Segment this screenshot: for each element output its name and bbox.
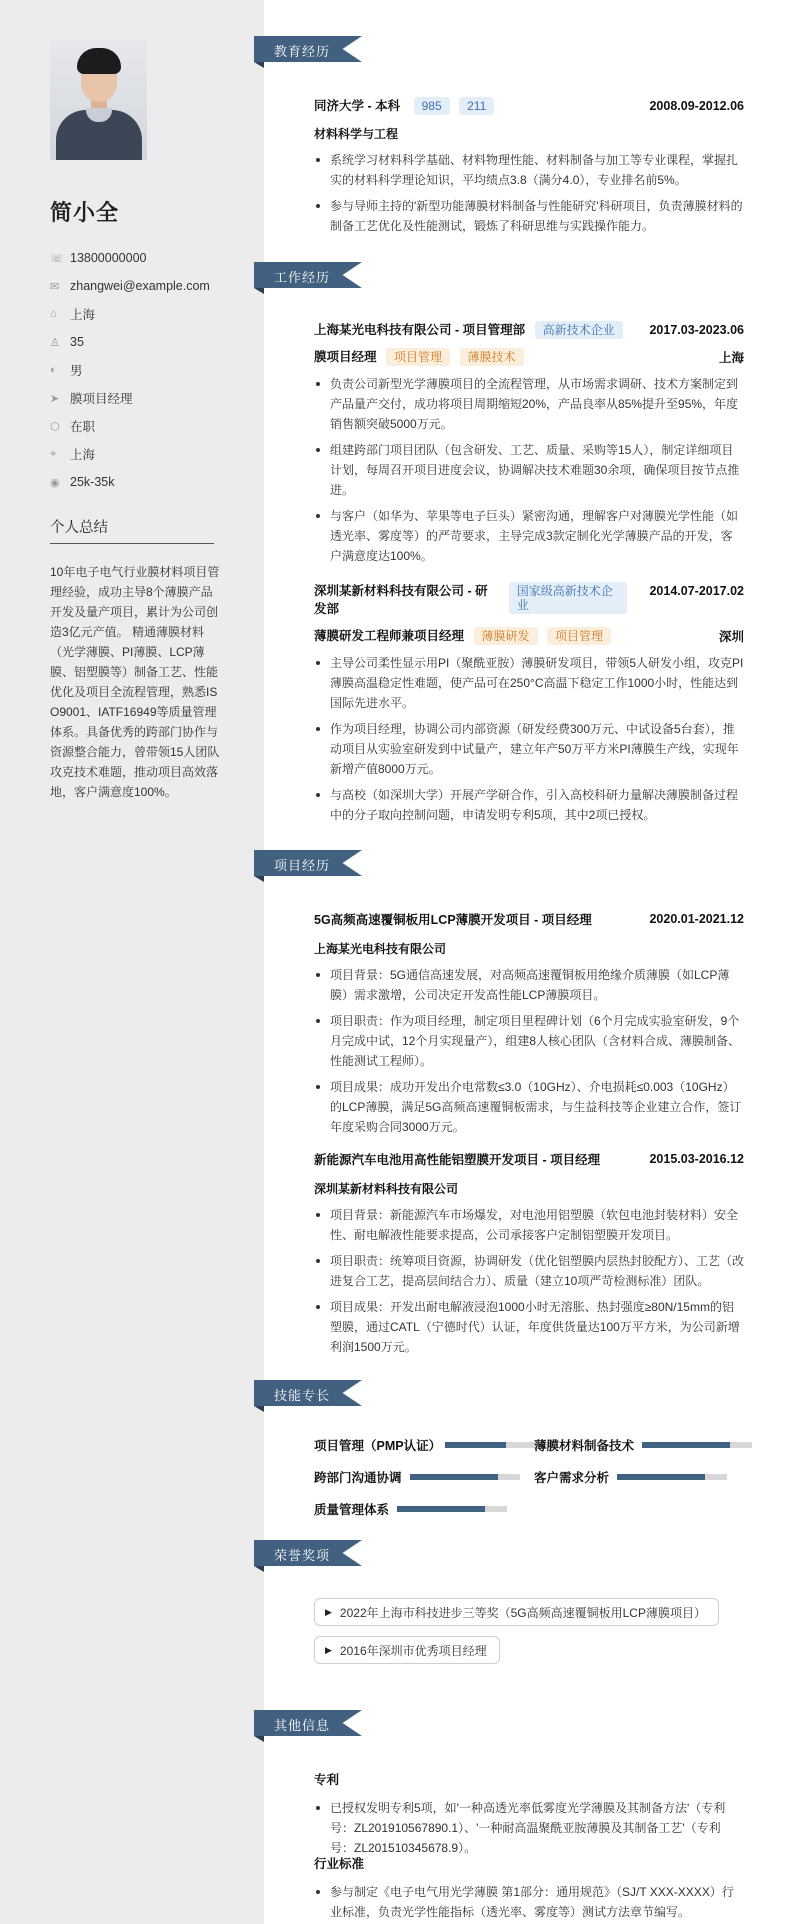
list-item: 项目成果：开发出耐电解液浸泡1000小时无溶胀、热封强度≥80N/15mm的铝塑膜，通过CATL（宁德时代）认证，年度供货量达100万平方米，为公司新增利润1500万元。 [314, 1297, 744, 1357]
summary-divider [50, 543, 214, 544]
list-item: 项目成果：成功开发出介电常数≤3.0（10GHz）、介电损耗≤0.003（10GHz）的LCP薄膜，满足5G高频高速覆铜板需求，与生益科技等企业建立合作，签订年度采购合同3000万元。 [314, 1077, 744, 1137]
list-item: 项目背景：5G通信高速发展，对高频高速覆铜板用绝缘介质薄膜（如LCP薄膜）需求激增，公司决定开发高性能LCP薄膜项目。 [314, 965, 744, 1005]
education-date: 2008.09-2012.06 [649, 98, 744, 113]
section-awards-title: 荣誉奖项 [274, 1548, 331, 1563]
status-icon: ⬡ [50, 420, 60, 433]
project-1-bullets [314, 965, 744, 1137]
list-item: 参与制定《电子电气用光学薄膜 第1部分：通用规范》（SJ/T XXX-XXXX）行业标准，负责光学性能指标（透光率、雾度等）测试方法章节编写。 [314, 1882, 744, 1922]
education-major: 材料科学与工程 [314, 127, 399, 141]
work-1-role-tag-1: 项目管理 [386, 348, 450, 366]
job-icon: ➤ [50, 392, 60, 405]
award-item-1[interactable] [314, 1598, 719, 1626]
phone-icon: ☏ [50, 252, 64, 265]
award-item-2[interactable] [314, 1636, 500, 1664]
work-1-role: 膜项目经理 [314, 350, 377, 364]
list-item: 与客户（如华为、苹果等电子巨头）紧密沟通，理解客户对薄膜光学性能（如透光率、雾度等）的严苛要求，主导完成3款定制化光学薄膜产品的开发，客户满意度达100%。 [314, 506, 744, 566]
other-patents-title: 专利 [314, 1773, 340, 1787]
home-icon: ⌂ [50, 308, 57, 320]
other-standards-title: 行业标准 [314, 1857, 365, 1871]
info-status [50, 412, 240, 440]
section-education-header [254, 36, 362, 62]
skill-5-bar [397, 1506, 507, 1512]
sidebar [0, 0, 264, 1924]
skill-2-fill [642, 1442, 730, 1448]
work-1-company-tag: 高新技术企业 [535, 321, 623, 339]
education-tag-985: 985 [414, 97, 450, 115]
work-entry-1 [314, 320, 744, 572]
section-education-title: 教育经历 [274, 44, 331, 59]
section-skills-header [254, 1380, 362, 1406]
gender-icon: ◐ [50, 364, 57, 376]
info-salary-text: 25k-35k [70, 475, 115, 489]
work-2-role-tag-2: 项目管理 [547, 627, 611, 645]
work-2-role-tag-1: 薄膜研发 [474, 627, 538, 645]
info-phone [50, 244, 240, 272]
play-triangle-icon: ▶ [325, 1644, 332, 1655]
skill-4-bar [617, 1474, 727, 1480]
list-item: 作为项目经理，协调公司内部资源（研发经费300万元、中试设备5台套），推动项目从实验室研发到中试量产，建立年产50万平方米PI薄膜生产线，实现年新增产值8000万元。 [314, 719, 744, 779]
contact-info-list [50, 244, 240, 496]
project-entry-2 [314, 1150, 744, 1363]
list-item: 参与导师主持的'新型功能薄膜材料制备与性能研究'科研项目，负责薄膜材料的制备工艺优化及性能测试，锻炼了科研思维与实践操作能力。 [314, 196, 744, 236]
list-item: 项目职责：统筹项目资源，协调研发（优化铝塑膜内层热封胶配方）、工艺（改进复合工艺，提高层间结合力）、质量（建立10项严苛检测标准）团队。 [314, 1251, 744, 1291]
age-icon: ♙ [50, 336, 60, 349]
skill-3-name: 跨部门沟通协调 [314, 1471, 402, 1485]
section-work-header [254, 262, 362, 288]
location-icon: ⌖ [50, 447, 57, 460]
info-job-text: 膜项目经理 [70, 392, 133, 406]
skill-3-bar [410, 1474, 520, 1480]
work-1-date: 2017.03-2023.06 [649, 322, 744, 337]
work-1-role-tag-2: 薄膜技术 [460, 348, 524, 366]
skill-2-bar [642, 1442, 752, 1448]
work-2-date: 2014.07-2017.02 [649, 584, 744, 598]
info-age [50, 328, 240, 356]
work-1-bullets [314, 374, 744, 566]
section-skills-title: 技能专长 [274, 1388, 331, 1403]
other-standards-bullets [314, 1882, 744, 1922]
skill-4-name: 客户需求分析 [534, 1471, 610, 1485]
section-other-title: 其他信息 [274, 1718, 331, 1733]
project-1-name: 5G高频高速覆铜板用LCP薄膜开发项目 - 项目经理 [314, 913, 592, 927]
project-2-date: 2015.03-2016.12 [649, 1152, 744, 1166]
education-tag-211: 211 [459, 97, 494, 115]
project-1-company: 上海某光电科技有限公司 [314, 942, 447, 956]
section-awards-header [254, 1540, 362, 1566]
info-gender-text: 男 [70, 364, 83, 378]
list-item: 系统学习材料科学基础、材料物理性能、材料制备与加工等专业课程，掌握扎实的材料科学理论知识，平均绩点3.8（满分4.0），专业排名前5%。 [314, 150, 744, 190]
skill-item-2 [534, 1436, 752, 1454]
work-2-location: 深圳 [718, 629, 744, 644]
skill-item-1 [314, 1436, 555, 1454]
list-item: 负责公司新型光学薄膜项目的全流程管理，从市场需求调研、技术方案制定到产品量产交付，成功将项目周期缩短20%，产品良率从85%提升至95%，年度销售额突破5000万元。 [314, 374, 744, 434]
education-bullets [314, 150, 744, 236]
skill-4-fill [617, 1474, 705, 1480]
education-entry [314, 96, 744, 242]
award-2-text: 2016年深圳市优秀项目经理 [339, 1643, 487, 1658]
work-1-location: 上海 [718, 350, 744, 365]
project-entry-1 [314, 910, 744, 1143]
mail-icon: ✉ [50, 280, 60, 293]
section-work-title: 工作经历 [274, 270, 331, 285]
info-job [50, 384, 240, 412]
list-item: 项目背景：新能源汽车市场爆发，对电池用铝塑膜（软包电池封装材料）安全性、耐电解液性能要求提高，公司承接客户定制铝塑膜开发项目。 [314, 1205, 744, 1245]
work-2-role: 薄膜研发工程师兼项目经理 [314, 629, 465, 643]
info-age-text: 35 [70, 335, 84, 349]
play-triangle-icon: ▶ [325, 1606, 332, 1617]
salary-icon: ◉ [50, 476, 60, 489]
skill-item-4 [534, 1468, 727, 1486]
work-entry-2 [314, 582, 744, 831]
skill-item-5 [314, 1500, 507, 1518]
skill-2-name: 薄膜材料制备技术 [534, 1439, 635, 1453]
other-patents [314, 1770, 744, 1864]
project-1-date: 2020.01-2021.12 [649, 912, 744, 926]
work-2-company-tag: 国家级高新技术企业 [509, 582, 627, 614]
info-salary [50, 468, 240, 496]
skill-5-name: 质量管理体系 [314, 1503, 390, 1517]
info-email-text: zhangwei@example.com [70, 279, 210, 293]
main-content [264, 0, 794, 1924]
work-2-company: 深圳某新材料科技有限公司 - 研发部 [314, 584, 488, 616]
summary-text: 10年电子电气行业膜材料项目管理经验，成功主导8个薄膜产品开发及量产项目，累计为公司创造3亿元产值。 精通薄膜材料（光学薄膜、PI薄膜、LCP薄膜、铝塑膜等）制备工艺、性能优化及项目全流程管理，熟悉ISO9001、IATF16949等质量管理体系。具备优秀的跨部门协作与资源整合能力，曾带领15人团队攻克技术难题，推动项目高效落地，客户满意度100%。 [50, 565, 220, 799]
info-email [50, 272, 240, 300]
section-project-title: 项目经历 [274, 858, 331, 873]
skill-5-fill [397, 1506, 485, 1512]
info-hometown [50, 300, 240, 328]
info-hometown-text: 上海 [70, 308, 96, 322]
skill-1-name: 项目管理（PMP认证） [314, 1439, 442, 1453]
list-item: 项目职责：作为项目经理，制定项目里程碑计划（6个月完成实验室研发，9个月完成中试，12个月实现量产），组建8人核心团队（含材料合成、薄膜制备、性能测试工程师）。 [314, 1011, 744, 1071]
other-patents-bullets [314, 1798, 744, 1858]
skill-3-fill [410, 1474, 498, 1480]
skill-item-3 [314, 1468, 520, 1486]
info-phone-text: 13800000000 [70, 251, 147, 265]
list-item: 组建跨部门项目团队（包含研发、工艺、质量、采购等15人），制定详细项目计划，每周召开项目进度会议，协调解决技术难题30余项，确保项目按节点推进。 [314, 440, 744, 500]
project-2-bullets [314, 1205, 744, 1357]
work-2-bullets [314, 653, 744, 825]
info-location-text: 上海 [70, 448, 96, 462]
section-other-header [254, 1710, 362, 1736]
list-item: 已授权发明专利5项，如'一种高透光率低雾度光学薄膜及其制备方法'（专利号：ZL201910567890.1）、'一种耐高温聚酰亚胺薄膜及其制备工艺'（专利号：ZL201510345678.9）。 [314, 1798, 744, 1858]
other-standards [314, 1854, 744, 1924]
info-status-text: 在职 [70, 420, 96, 434]
education-school: 同济大学 - 本科 [314, 99, 401, 113]
candidate-name: 简小全 [50, 200, 120, 225]
list-item: 与高校（如深圳大学）开展产学研合作，引入高校科研力量解决薄膜制备过程中的分子取向控制问题，申请发明专利5项，其中2项已授权。 [314, 785, 744, 825]
list-item: 主导公司柔性显示用PI（聚酰亚胺）薄膜研发项目，带领5人研发小组，攻克PI薄膜高温稳定性难题，使产品可在250°C高温下稳定工作1000小时，性能达到国际先进水平。 [314, 653, 744, 713]
info-gender [50, 356, 240, 384]
project-2-name: 新能源汽车电池用高性能铝塑膜开发项目 - 项目经理 [314, 1153, 601, 1167]
project-2-company: 深圳某新材料科技有限公司 [314, 1182, 459, 1196]
profile-photo [50, 40, 147, 160]
summary-title: 个人总结 [50, 520, 108, 536]
work-1-company: 上海某光电科技有限公司 - 项目管理部 [314, 323, 526, 337]
skill-1-fill [445, 1442, 506, 1448]
section-project-header [254, 850, 362, 876]
info-location [50, 440, 240, 468]
award-1-text: 2022年上海市科技进步三等奖（5G高频高速覆铜板用LCP薄膜项目） [339, 1605, 706, 1620]
